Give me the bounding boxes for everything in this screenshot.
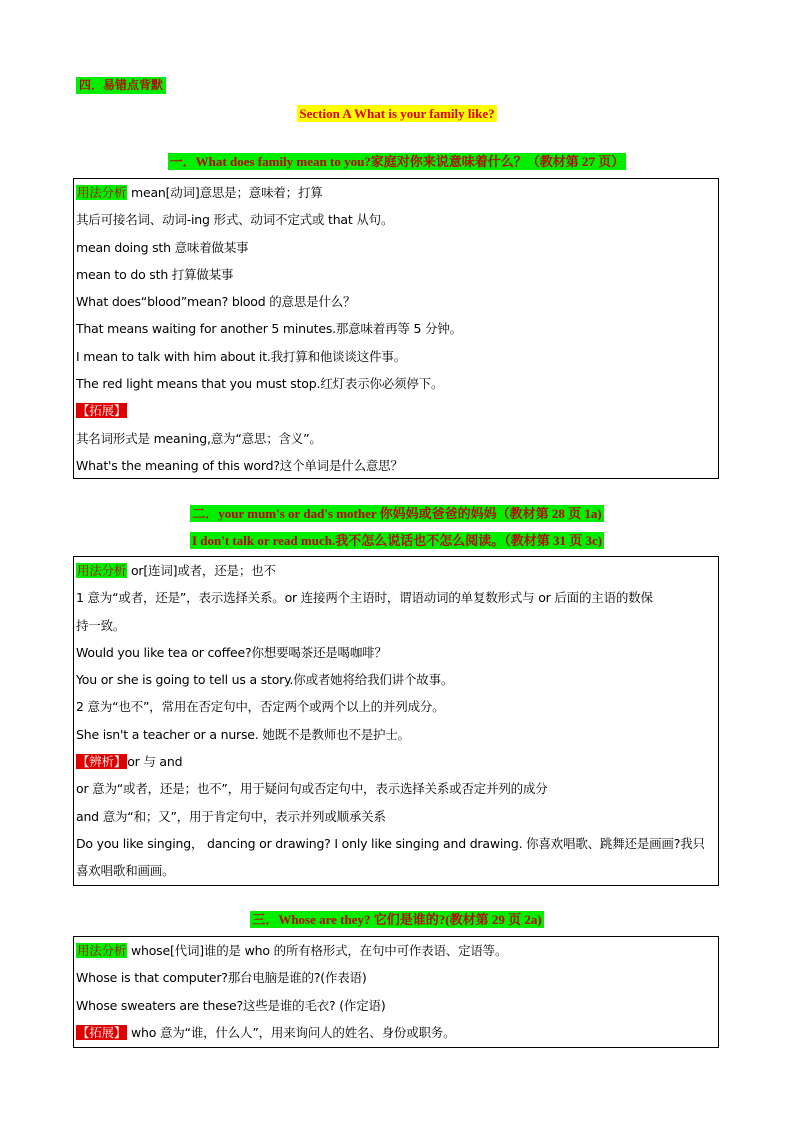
heading-2b: I don't talk or read much.我不怎么说话也不怎么阅读。（教材第 31 页 3c) (191, 533, 603, 548)
extend-tag: 【拓展】 (77, 1024, 127, 1040)
box3-line-b: Whose sweaters are these?这些是谁的毛衣? (作定语) (76, 997, 386, 1013)
box2-line-d: 2 意为“也不”，常用在否定句中，否定两个或两个以上的并列成分。 (76, 699, 445, 715)
box2-line-f: or 意为“或者，还是；也不”，用于疑问句或否定句中，表示选择关系或否定并列的成分 (76, 781, 548, 797)
box1-line-1: 其后可接名词、动词-ing 形式、动词不定式或 that 从句。 (76, 212, 394, 228)
box2-line-0: 用法分析 or[连词]或者，还是；也不 (77, 563, 276, 578)
box1-extend-line-1: What's the meaning of this word?这个单词是什么意思？ (76, 457, 403, 473)
box2-analysis: 【辨析】or 与 and (77, 754, 183, 770)
box2-line-b: Would you like tea or coffee?你想要喝茶还是喝咖啡？ (76, 644, 387, 660)
box3-line-0: 用法分析 whose[代词]谁的是 who 的所有格形式，在句中可作表语、定语等。 (77, 943, 508, 958)
box2-line-e: She isn't a teacher or a nurse. 她既不是教师也不是护士。 (76, 726, 410, 742)
box2-line-h2: 喜欢唱歌和画画。 (76, 863, 175, 879)
box3-line-a: Whose is that computer?那台电脑是谁的?(作表语) (76, 970, 367, 986)
section-badge: 四．易错点背默 (76, 77, 166, 94)
box3-extend: 【拓展】 who 意为“谁，什么人”，用来询问人的姓名、身份或职务。 (77, 1024, 456, 1040)
box1-line-5: That means waiting for another 5 minutes.那意味着再等 5 分钟。 (76, 321, 462, 337)
box2-line-a1: 1 意为“或者，还是”，表示选择关系。or 连接两个主语时，谓语动词的单复数形式与 or 后面的主语的数保 (76, 590, 653, 606)
box1-line-2: mean doing sth 意味着做某事 (76, 239, 249, 255)
section-title (0, 103, 794, 122)
usage-box-3 (73, 936, 719, 1048)
box2-line-h1: Do you like singing， dancing or drawing? I only like singing and drawing. 你喜欢唱歌、跳舞还是画画?我只 (76, 835, 705, 851)
analysis-tag: 【辨析】 (77, 754, 127, 770)
heading-2a: 二．your mum's or dad's mother 你妈妈或爸爸的妈妈（教材第 28 页 1a) (192, 506, 602, 521)
box2-line-c: You or she is going to tell us a story.你或者她将给我们讲个故事。 (76, 672, 454, 688)
box1-line-3: mean to do sth 打算做某事 (76, 266, 234, 282)
box1-extend (76, 397, 716, 424)
usage-box-1 (73, 178, 719, 479)
box2-line-a2: 持一致。 (76, 617, 126, 633)
usage-tag: 用法分析 (77, 563, 127, 578)
heading-3: 三．Whose are they? 它们是谁的?(教材第 29 页 2a) (252, 912, 542, 927)
box1-line-0: 用法分析 mean[动词]意思是；意味着；打算 (77, 185, 323, 200)
box1-extend-line-0: 其名词形式是 meaning,意为“意思；含义”。 (76, 430, 322, 446)
box1-line-7: The red light means that you must stop.红灯表示你必须停下。 (76, 376, 444, 392)
box1-line-4: What does“blood”mean? blood 的意思是什么？ (76, 294, 356, 310)
box1-line-6: I mean to talk with him about it.我打算和他谈谈这件事。 (76, 348, 406, 364)
box2-line-g: and 意为“和；又”，用于肯定句中，表示并列或顺承关系 (76, 808, 386, 824)
usage-tag: 用法分析 (77, 185, 127, 200)
heading-1: 一．What does family mean to you?家庭对你来说意味着什么？（教材第 27 页） (169, 154, 625, 169)
extend-tag: 【拓展】 (77, 403, 127, 419)
section-title-text: Section A What is your family like? (299, 106, 495, 121)
usage-box-2 (73, 556, 719, 886)
usage-tag: 用法分析 (77, 943, 127, 958)
